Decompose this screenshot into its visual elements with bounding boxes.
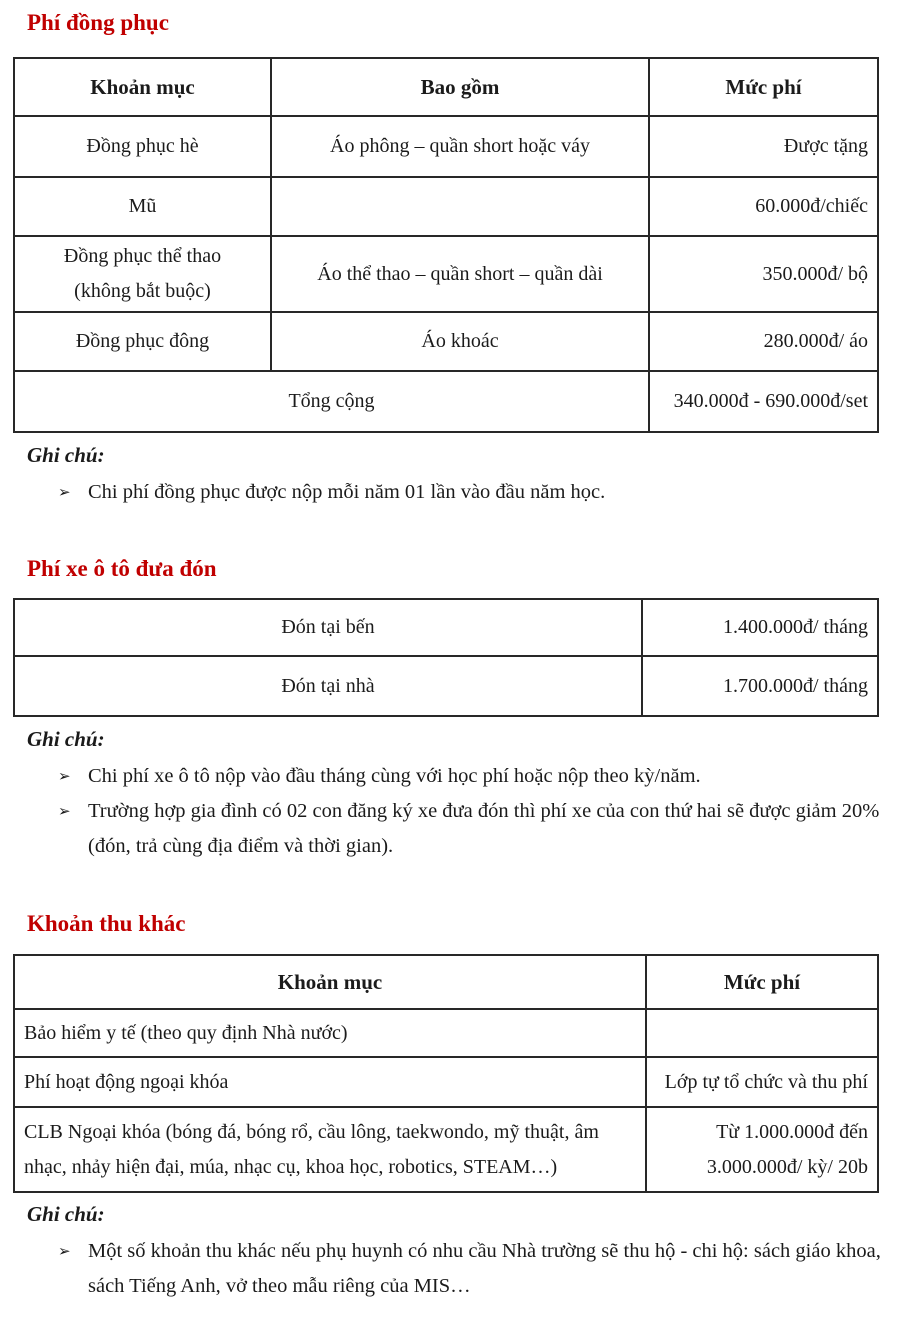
- cell-item: [14, 1107, 646, 1192]
- cell-fee: 1.400.000đ/ tháng: [642, 599, 878, 656]
- other-fees-table: [13, 954, 879, 1193]
- table-row: [14, 116, 878, 177]
- note-label: Ghi chú:: [27, 443, 105, 467]
- cell-includes: Áo khoác: [271, 312, 649, 371]
- table-row: [14, 1107, 878, 1192]
- cell-includes: Áo thể thao – quần short – quần dài: [271, 236, 649, 312]
- note-item: [58, 759, 892, 794]
- cell-item-line: Đồng phục thể thao: [63, 245, 222, 267]
- cell-fee: 60.000đ/chiếc: [649, 177, 878, 236]
- notes-list: [58, 475, 892, 510]
- arrow-bullet-icon: ➢: [58, 1242, 71, 1260]
- section-heading-uniform-fee: Phí đồng phục: [27, 10, 169, 35]
- arrow-bullet-icon: ➢: [58, 802, 71, 820]
- note-item: [58, 794, 892, 864]
- table-row: [14, 177, 878, 236]
- column-header-item: Khoản mục: [14, 58, 271, 116]
- cell-item: Đồng phục đông: [14, 312, 271, 371]
- table-row: [14, 236, 878, 312]
- column-header-includes: Bao gồm: [271, 58, 649, 116]
- table-row: [14, 1057, 878, 1107]
- notes-list: [58, 759, 892, 864]
- note-line: (đón, trả cùng địa điểm và thời gian).: [88, 835, 394, 857]
- note-line: sách Tiếng Anh, vở theo mẫu riêng của MIS…: [88, 1275, 471, 1297]
- note-text: [88, 1234, 881, 1304]
- cell-fee: 350.000đ/ bộ: [649, 236, 878, 312]
- cell-item: Bảo hiểm y tế (theo quy định Nhà nước): [14, 1009, 646, 1057]
- cell-item-line: (không bắt buộc): [74, 280, 211, 302]
- note-text: [88, 759, 701, 794]
- cell-item-line: nhạc, nhảy hiện đại, múa, nhạc cụ, khoa học, robotics, STEAM…): [24, 1155, 558, 1178]
- section-heading-bus-fee: Phí xe ô tô đưa đón: [27, 556, 217, 581]
- note-line: Chi phí xe ô tô nộp vào đầu tháng cùng với học phí hoặc nộp theo kỳ/năm.: [88, 765, 701, 787]
- table-header-row: [14, 955, 878, 1009]
- cell-item: Đón tại bến: [14, 599, 642, 656]
- arrow-bullet-icon: ➢: [58, 767, 71, 785]
- cell-includes: Áo phông – quần short hoặc váy: [271, 116, 649, 177]
- cell-fee: Lớp tự tổ chức và thu phí: [646, 1057, 878, 1107]
- cell-includes: [271, 177, 649, 236]
- cell-item: Phí hoạt động ngoại khóa: [14, 1057, 646, 1107]
- table-row: [14, 599, 878, 656]
- cell-item-line: CLB Ngoại khóa (bóng đá, bóng rổ, cầu lông, taekwondo, mỹ thuật, âm: [24, 1120, 599, 1143]
- cell-item: [14, 236, 271, 312]
- note-line: Trường hợp gia đình có 02 con đăng ký xe đưa đón thì phí xe của con thứ hai sẽ được giảm 20%: [88, 800, 880, 822]
- note-line: Chi phí đồng phục được nộp mỗi năm 01 lần vào đầu năm học.: [88, 481, 606, 503]
- cell-total-label: Tổng cộng: [14, 371, 649, 432]
- note-text: [88, 794, 879, 864]
- table-row: [14, 312, 878, 371]
- cell-item: Mũ: [14, 177, 271, 236]
- note-label: Ghi chú:: [27, 727, 105, 751]
- cell-item: Đồng phục hè: [14, 116, 271, 177]
- column-header-fee: Mức phí: [649, 58, 878, 116]
- section-heading-other-fees: Khoản thu khác: [27, 911, 186, 936]
- column-header-fee: Mức phí: [646, 955, 878, 1009]
- cell-fee: [646, 1009, 878, 1057]
- note-label: Ghi chú:: [27, 1202, 105, 1226]
- table-row: [14, 656, 878, 716]
- table-total-row: [14, 371, 878, 432]
- column-header-item: Khoản mục: [14, 955, 646, 1009]
- notes-list: [58, 1234, 892, 1304]
- arrow-bullet-icon: ➢: [58, 483, 71, 501]
- note-item: [58, 475, 892, 510]
- cell-fee: 280.000đ/ áo: [649, 312, 878, 371]
- cell-fee: [646, 1107, 878, 1192]
- cell-total-fee: 340.000đ - 690.000đ/set: [649, 371, 878, 432]
- cell-item: Đón tại nhà: [14, 656, 642, 716]
- table-row: [14, 1009, 878, 1057]
- cell-fee-line: 3.000.000đ/ kỳ/ 20b: [706, 1155, 868, 1178]
- note-line: Một số khoản thu khác nếu phụ huynh có nhu cầu Nhà trường sẽ thu hộ - chi hộ: sách giáo khoa,: [88, 1240, 881, 1262]
- uniform-fee-table: [13, 57, 879, 433]
- cell-fee: 1.700.000đ/ tháng: [642, 656, 878, 716]
- note-item: [58, 1234, 892, 1304]
- table-header-row: [14, 58, 878, 116]
- cell-fee-line: Từ 1.000.000đ đến: [716, 1120, 868, 1143]
- note-text: [88, 475, 605, 510]
- cell-fee: Được tặng: [649, 116, 878, 177]
- bus-fee-table: [13, 598, 879, 717]
